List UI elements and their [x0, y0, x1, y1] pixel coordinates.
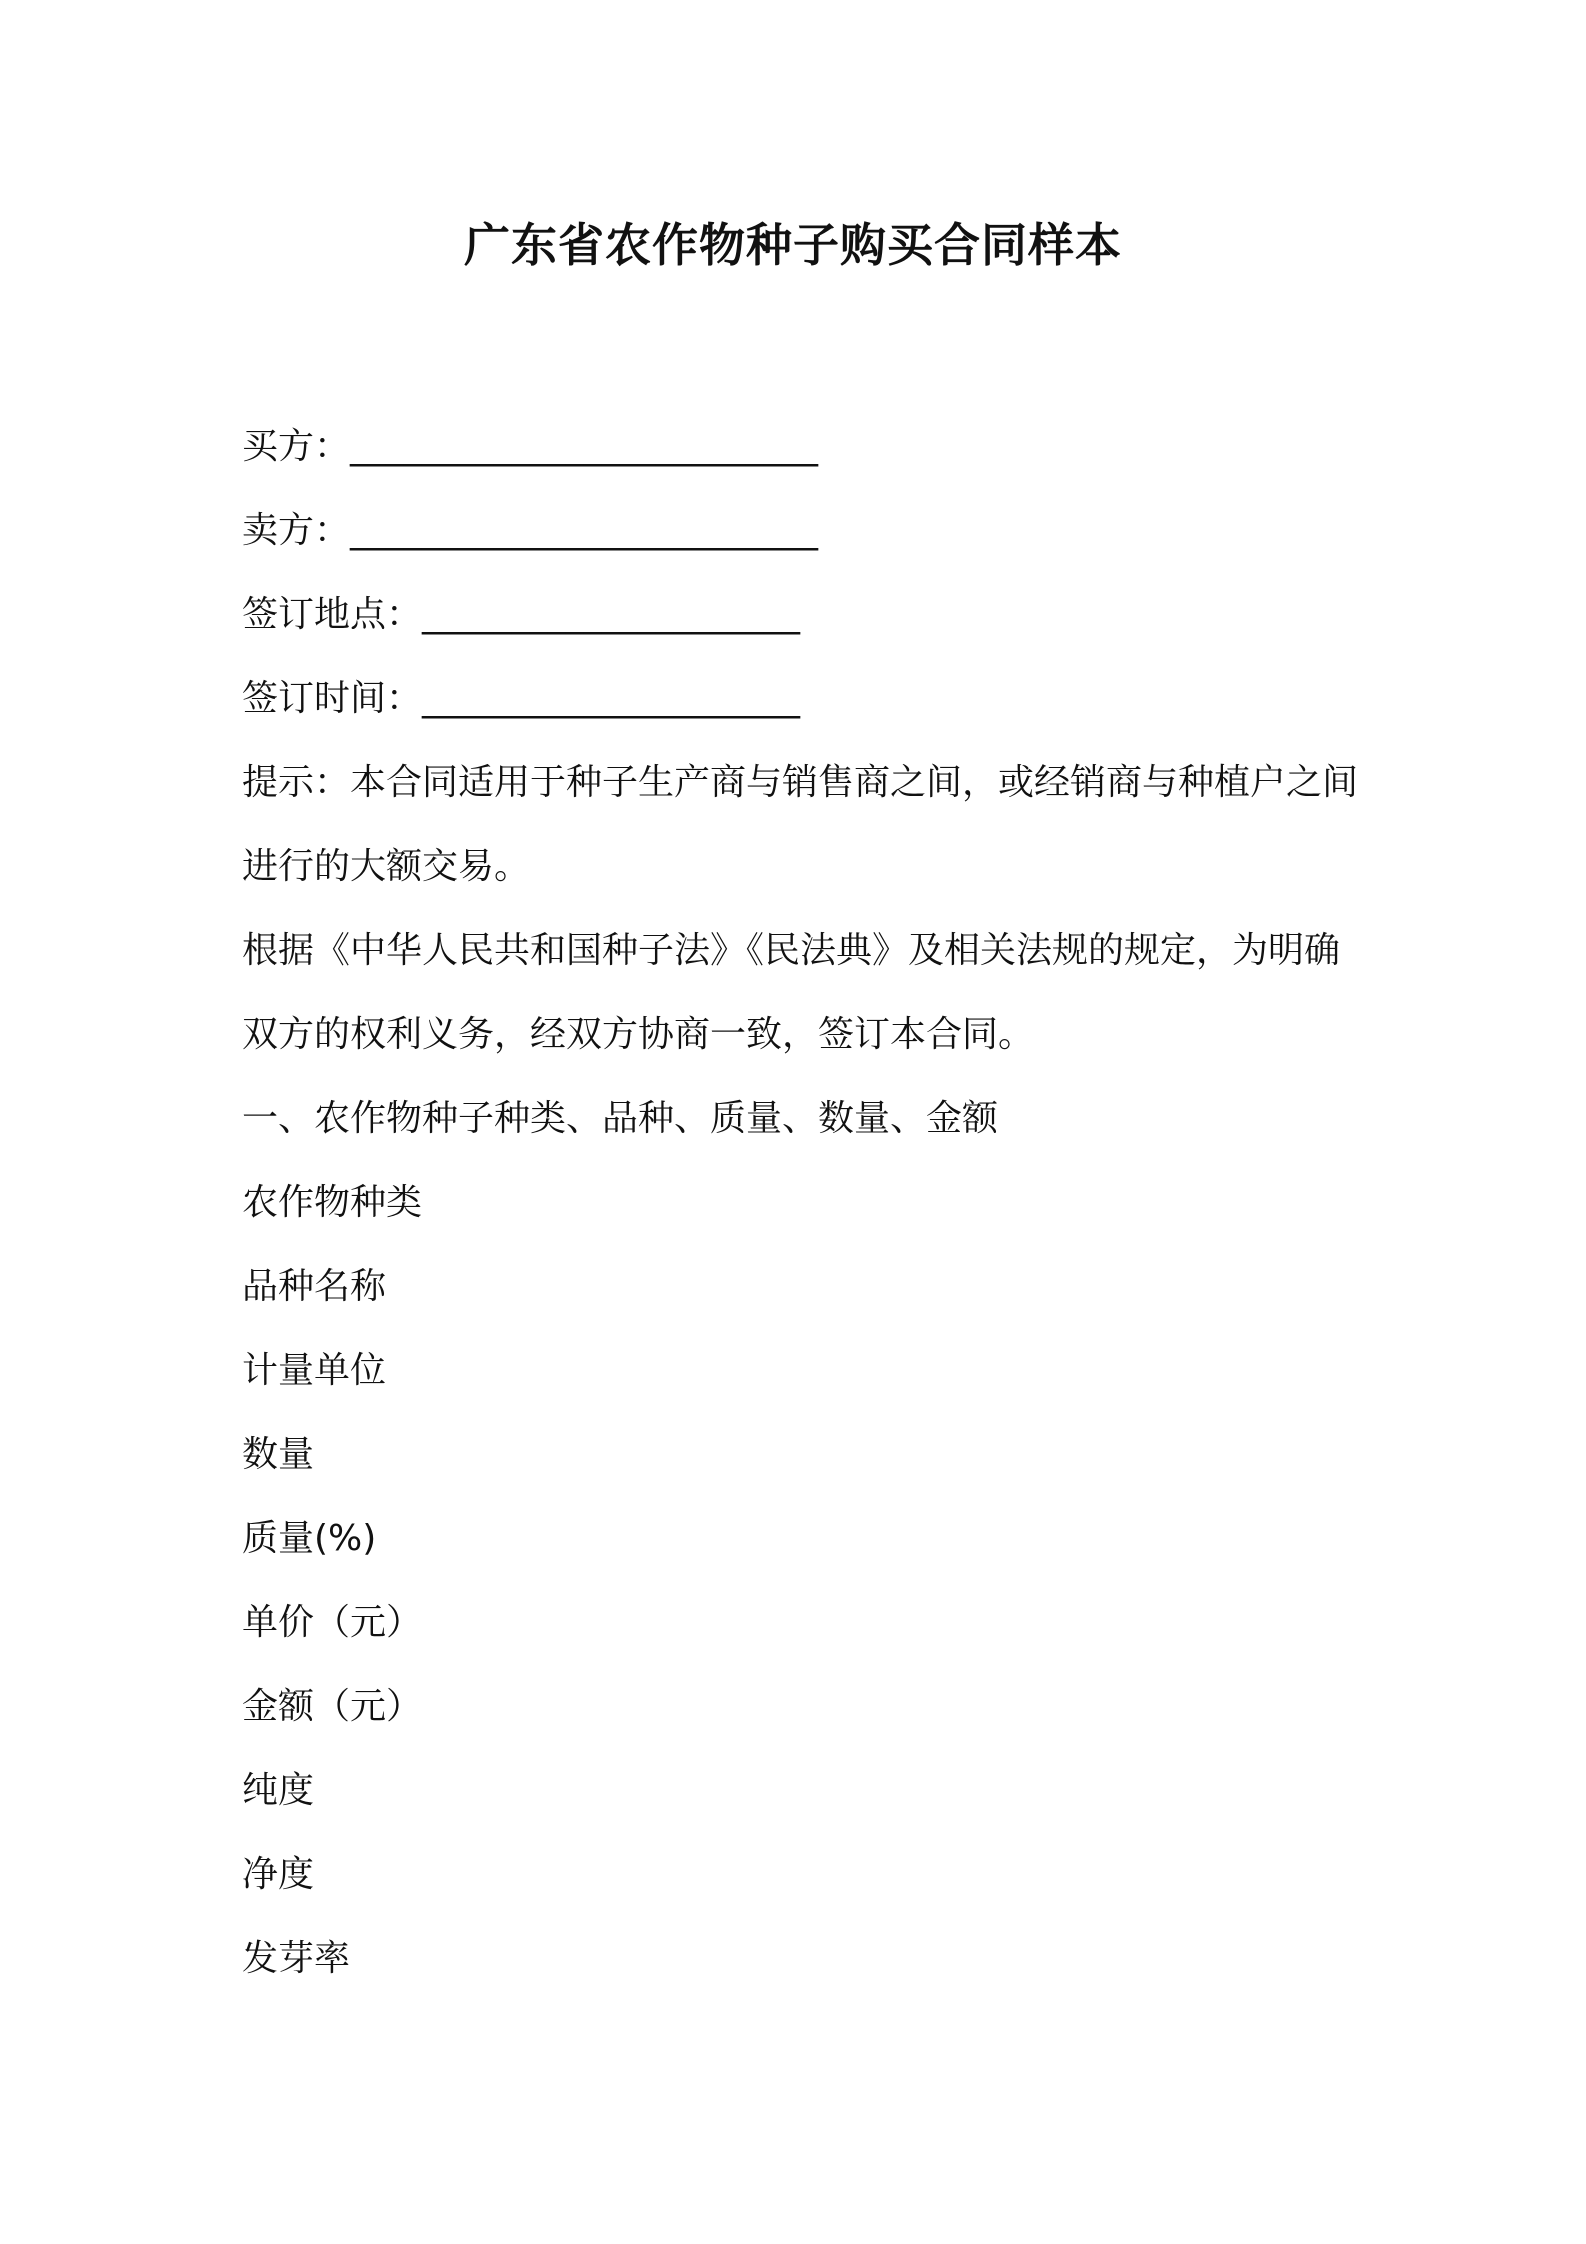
list-item: 发芽率 — [242, 1938, 351, 1979]
section-heading: 一、农作物种子种类、品种、质量、数量、金额 — [242, 1098, 999, 1139]
list-item: 质量(%) — [242, 1518, 377, 1559]
tip-paragraph: 提示：本合同适用于种子生产商与销售商之间，或经销商与种植户之间进行的大额交易。 — [242, 762, 1359, 887]
list-item: 单价（元） — [242, 1602, 423, 1643]
buyer-label: 买方： — [242, 426, 351, 467]
list-item: 纯度 — [242, 1770, 315, 1811]
seller-label: 卖方： — [242, 510, 351, 551]
list-item: 净度 — [242, 1854, 315, 1895]
list-item: 品种名称 — [242, 1266, 387, 1307]
signing-place-blank: _____________________ — [422, 594, 801, 635]
list-item: 计量单位 — [242, 1350, 387, 1391]
buyer-blank: __________________________ — [350, 426, 819, 467]
document-body — [242, 405, 1362, 2001]
buyer-field — [242, 405, 1362, 489]
basis-paragraph: 根据《中华人民共和国种子法》《民法典》及相关法规的规定，为明确双方的权利义务，经双方协商一致，签订本合同。 — [242, 930, 1341, 1055]
list-item: 农作物种类 — [242, 1182, 423, 1223]
signing-time-blank: _____________________ — [422, 678, 801, 719]
list-item: 数量 — [242, 1434, 315, 1475]
signing-time-field — [242, 657, 1362, 741]
signing-place-field — [242, 573, 1362, 657]
seller-blank: __________________________ — [350, 510, 819, 551]
signing-time-label: 签订时间： — [242, 678, 423, 719]
seller-field — [242, 489, 1362, 573]
document-title: 广东省农作物种子购买合同样本 — [464, 218, 1122, 272]
list-item: 金额（元） — [242, 1686, 423, 1727]
signing-place-label: 签订地点： — [242, 594, 423, 635]
